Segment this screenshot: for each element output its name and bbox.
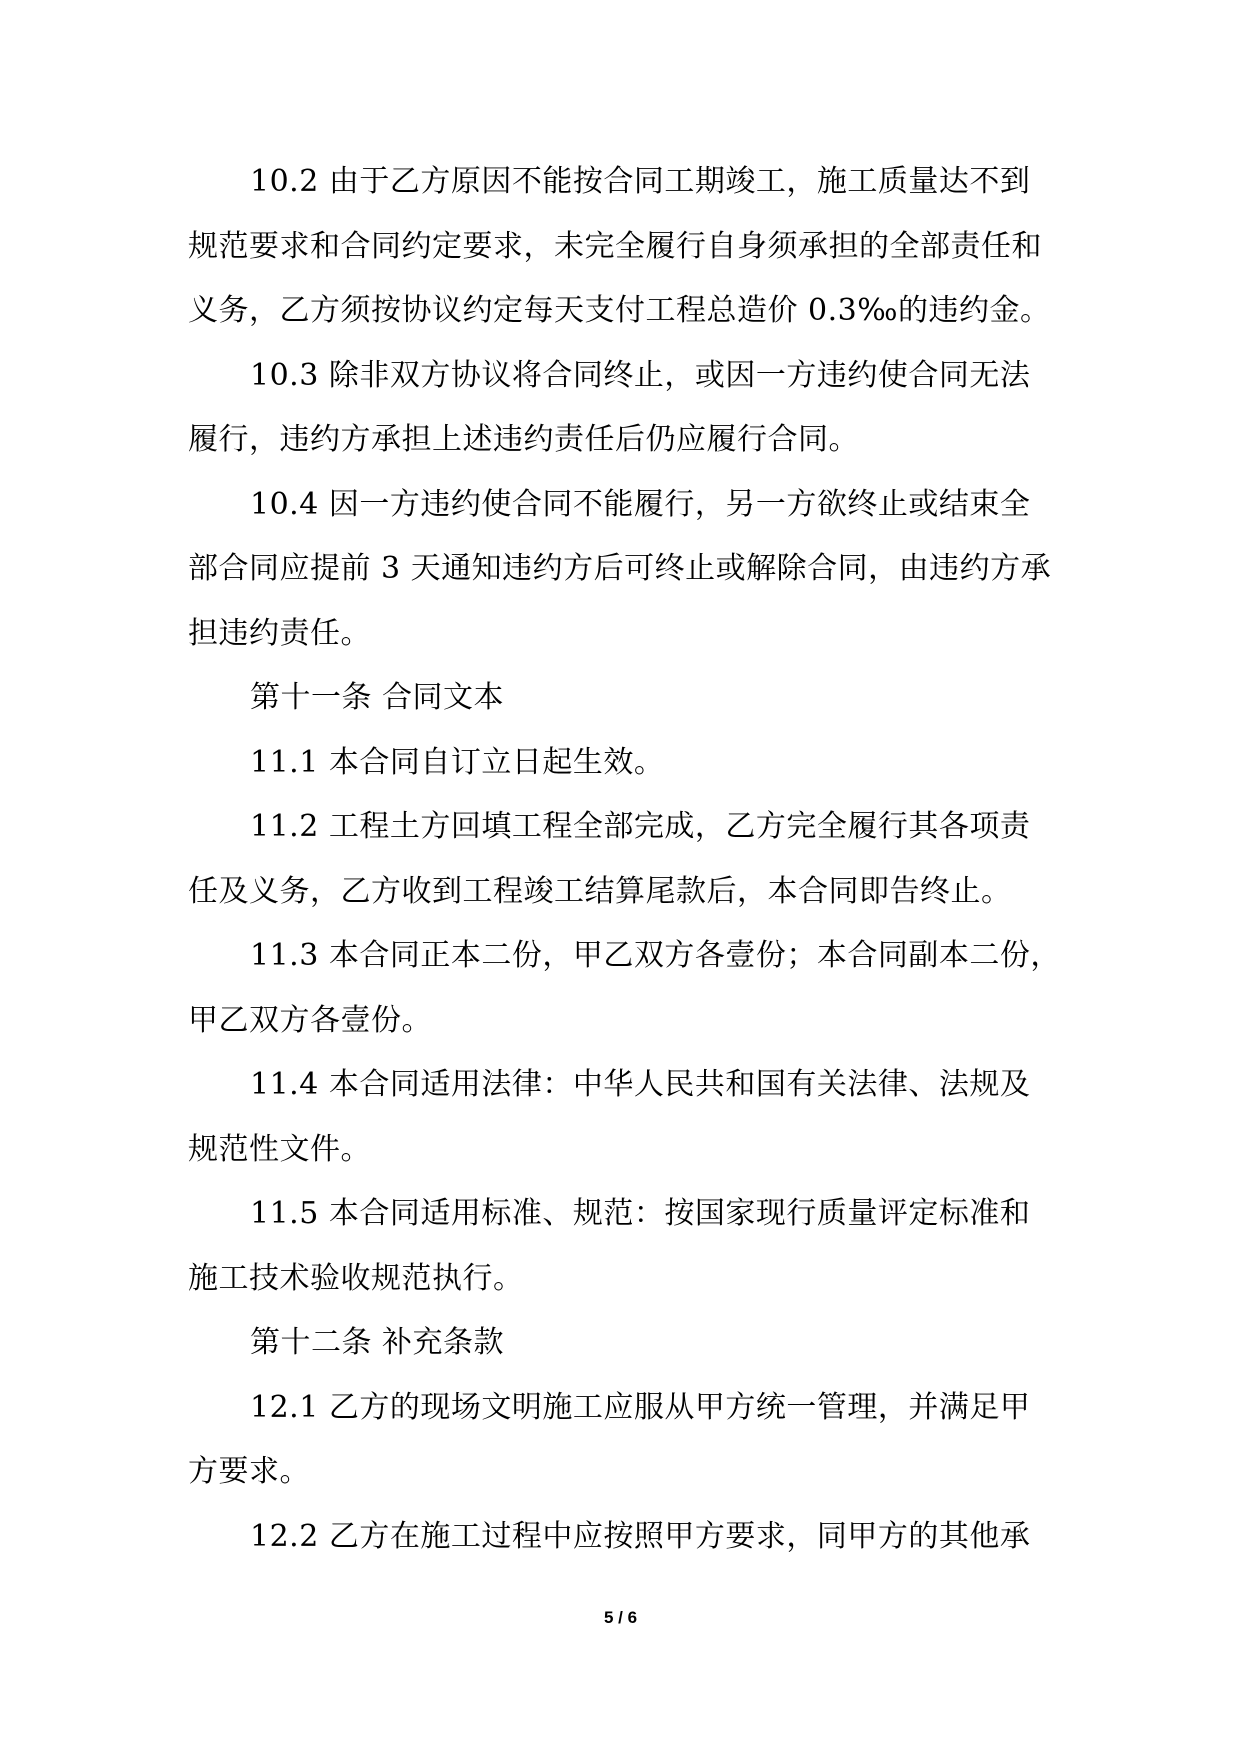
text-line: 11.3 本合同正本二份，甲乙双方各壹份；本合同副本二份， (250, 938, 1061, 973)
text-line: 11.4 本合同适用法律：中华人民共和国有关法律、法规及 (250, 1067, 1031, 1102)
text-line: 甲乙双方各壹份。 (188, 1002, 432, 1038)
text-line: 第十二条 补充条款 (250, 1325, 505, 1360)
text-line: 11.5 本合同适用标准、规范：按国家现行质量评定标准和 (250, 1196, 1031, 1231)
text-line: 规范性文件。 (188, 1131, 371, 1167)
text-line: 10.2 由于乙方原因不能按合同工期竣工，施工质量达不到 (250, 164, 1031, 199)
text-line: 11.2 工程土方回填工程全部完成，乙方完全履行其各项责 (250, 809, 1031, 844)
text-line: 任及义务，乙方收到工程竣工结算尾款后，本合同即告终止。 (188, 873, 1012, 909)
text-line: 10.4 因一方违约使合同不能履行，另一方欲终止或结束全 (250, 486, 1031, 522)
text-line: 11.1 本合同自订立日起生效。 (250, 744, 665, 780)
text-line: 履行，违约方承担上述违约责任后仍应履行合同。 (188, 422, 859, 457)
text-line: 12.1 乙方的现场文明施工应服从甲方统一管理，并满足甲 (250, 1389, 1031, 1425)
text-line: 义务，乙方须按协议约定每天支付工程总造价 0.3‰的违约金。 (188, 293, 1051, 328)
text-line: 方要求。 (188, 1454, 310, 1489)
text-line: 10.3 除非双方协议将合同终止，或因一方违约使合同无法 (250, 357, 1031, 393)
text-line: 部合同应提前 3 天通知违约方后可终止或解除合同，由违约方承 (188, 551, 1052, 586)
page-number: 5 / 6 (603, 1608, 638, 1627)
text-line: 12.2 乙方在施工过程中应按照甲方要求，同甲方的其他承 (250, 1518, 1031, 1554)
text-line: 规范要求和合同约定要求，未完全履行自身须承担的全部责任和 (188, 228, 1042, 264)
contract-body-text (188, 150, 1061, 1569)
text-line: 第十一条 合同文本 (250, 680, 505, 715)
text-line: 施工技术验收规范执行。 (188, 1260, 524, 1296)
text-line: 担违约责任。 (188, 615, 371, 651)
